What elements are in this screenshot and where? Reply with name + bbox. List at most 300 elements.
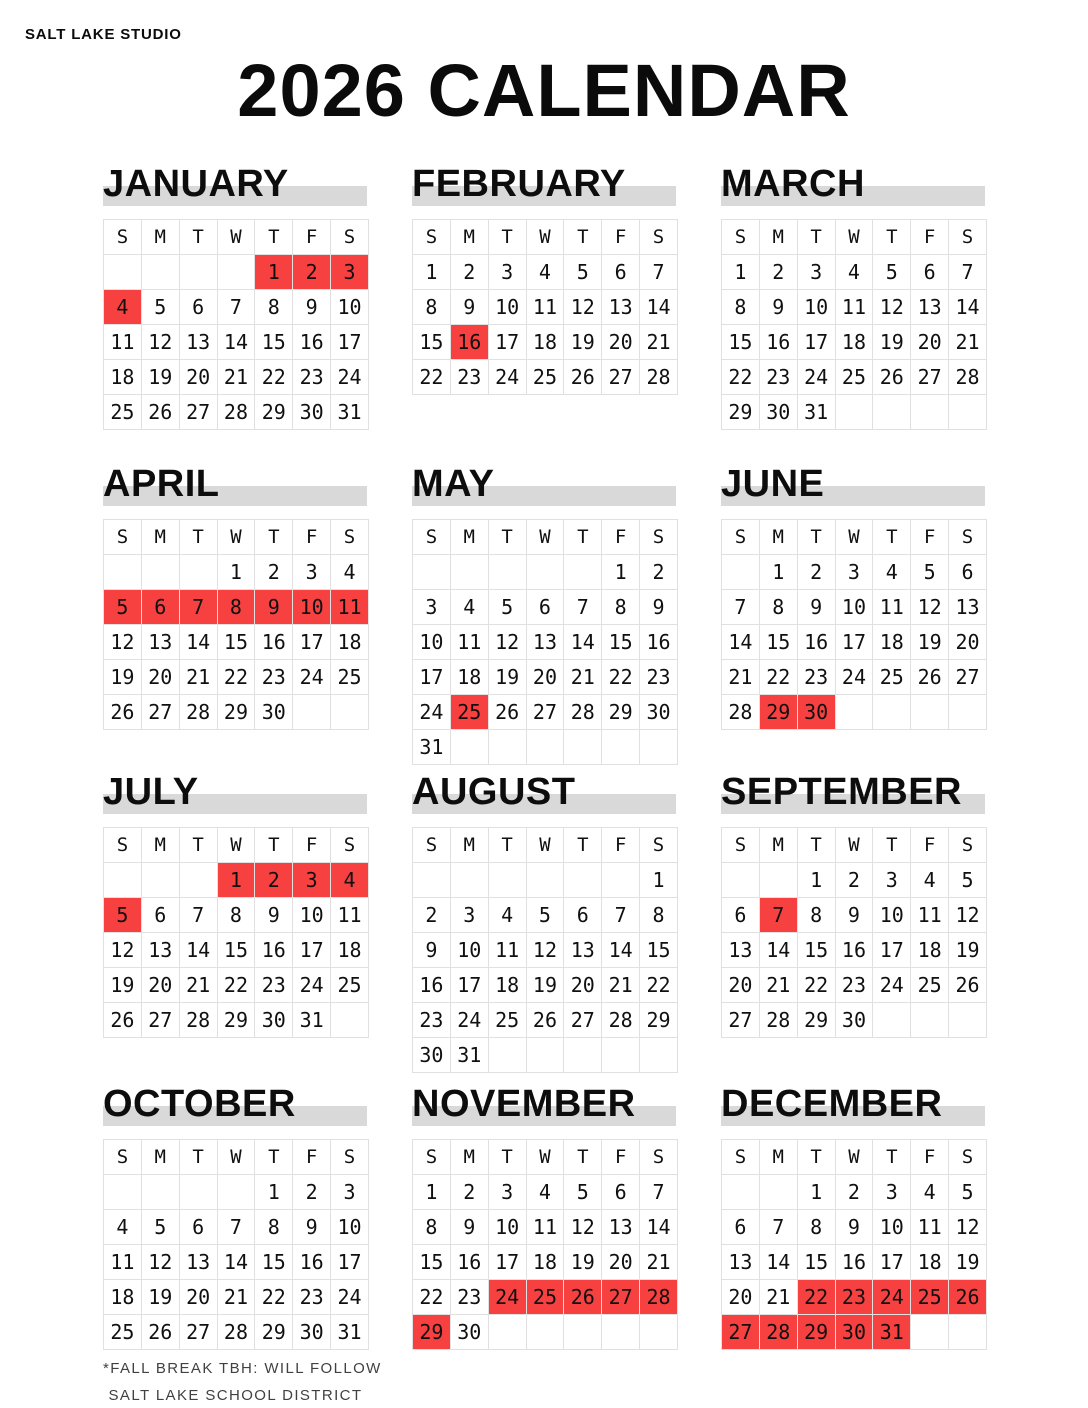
- day-cell: 29: [255, 395, 293, 430]
- day-header: S: [949, 828, 987, 863]
- day-cell: 22: [722, 360, 760, 395]
- day-cell: 28: [217, 1315, 255, 1350]
- day-cell-highlighted: 7: [179, 590, 217, 625]
- day-cell-highlighted: 25: [450, 695, 488, 730]
- day-cell: 19: [141, 360, 179, 395]
- day-cell-highlighted: 30: [835, 1315, 873, 1350]
- day-header: F: [293, 520, 331, 555]
- month-march: [721, 162, 985, 462]
- day-cell: 18: [488, 968, 526, 1003]
- week-row: [104, 590, 369, 625]
- day-cell: [104, 1175, 142, 1210]
- week-row: [722, 1245, 987, 1280]
- day-header: T: [873, 1140, 911, 1175]
- day-cell: [722, 863, 760, 898]
- week-row: [413, 590, 678, 625]
- week-row: [722, 1315, 987, 1350]
- day-cell: 20: [722, 968, 760, 1003]
- footnote-line-2: SALT LAKE SCHOOL DISTRICT: [108, 1387, 363, 1404]
- day-cell: 20: [564, 968, 602, 1003]
- day-header: T: [564, 220, 602, 255]
- day-header: F: [293, 1140, 331, 1175]
- day-cell: 1: [722, 255, 760, 290]
- day-cell: 8: [255, 290, 293, 325]
- week-row: [722, 1210, 987, 1245]
- day-cell: 12: [104, 933, 142, 968]
- day-cell: 24: [873, 968, 911, 1003]
- day-cell: 20: [141, 660, 179, 695]
- month-may: [412, 462, 676, 770]
- day-cell: 27: [141, 695, 179, 730]
- day-header: S: [413, 1140, 451, 1175]
- week-row: [722, 555, 987, 590]
- day-cell: 9: [293, 1210, 331, 1245]
- week-row: [722, 255, 987, 290]
- day-header-row: [413, 828, 678, 863]
- day-header: W: [217, 828, 255, 863]
- day-cell: 23: [640, 660, 678, 695]
- day-header: S: [331, 220, 369, 255]
- day-cell: 10: [835, 590, 873, 625]
- month-table: [412, 1139, 678, 1350]
- day-cell: [179, 555, 217, 590]
- day-cell: 26: [526, 1003, 564, 1038]
- day-cell: 10: [488, 290, 526, 325]
- day-header: T: [488, 828, 526, 863]
- day-cell: [488, 555, 526, 590]
- day-cell: 23: [255, 968, 293, 1003]
- day-cell: 11: [488, 933, 526, 968]
- day-cell: 27: [949, 660, 987, 695]
- month-january: [103, 162, 367, 462]
- day-cell: 10: [450, 933, 488, 968]
- day-cell: 15: [602, 625, 640, 660]
- day-cell: 15: [797, 933, 835, 968]
- day-cell: 8: [413, 290, 451, 325]
- day-cell: 28: [759, 1003, 797, 1038]
- day-cell: 11: [450, 625, 488, 660]
- day-header-row: [413, 1140, 678, 1175]
- day-cell: [179, 863, 217, 898]
- day-cell: [217, 1175, 255, 1210]
- day-cell-highlighted: 1: [217, 863, 255, 898]
- day-cell: 16: [255, 625, 293, 660]
- day-cell: [722, 555, 760, 590]
- month-title: [412, 1082, 676, 1126]
- day-cell: 8: [640, 898, 678, 933]
- day-cell: 22: [413, 1280, 451, 1315]
- day-cell: 21: [217, 360, 255, 395]
- day-cell-highlighted: 27: [722, 1315, 760, 1350]
- day-cell: 27: [141, 1003, 179, 1038]
- day-cell: 4: [450, 590, 488, 625]
- day-header: W: [835, 220, 873, 255]
- day-cell: 30: [255, 695, 293, 730]
- day-cell: 17: [331, 1245, 369, 1280]
- week-row: [104, 625, 369, 660]
- day-cell: 6: [722, 1210, 760, 1245]
- day-cell: 3: [331, 1175, 369, 1210]
- day-header: S: [413, 828, 451, 863]
- month-april: [103, 462, 367, 770]
- day-cell: 10: [873, 1210, 911, 1245]
- month-table: [103, 827, 369, 1038]
- week-row: [413, 290, 678, 325]
- day-cell: 7: [949, 255, 987, 290]
- day-cell-highlighted: 5: [104, 590, 142, 625]
- day-cell: 12: [488, 625, 526, 660]
- day-cell: 15: [255, 325, 293, 360]
- day-header: W: [526, 1140, 564, 1175]
- day-cell: 18: [104, 1280, 142, 1315]
- week-row: [413, 325, 678, 360]
- day-cell: [873, 695, 911, 730]
- day-cell: [564, 730, 602, 765]
- day-cell: 23: [835, 968, 873, 1003]
- day-cell: 14: [722, 625, 760, 660]
- week-row: [722, 590, 987, 625]
- day-header: T: [797, 220, 835, 255]
- day-cell: 23: [759, 360, 797, 395]
- day-cell: 4: [911, 1175, 949, 1210]
- day-cell: 8: [797, 1210, 835, 1245]
- day-cell: 5: [564, 255, 602, 290]
- day-cell: 21: [179, 660, 217, 695]
- day-cell: 16: [759, 325, 797, 360]
- day-cell: 13: [949, 590, 987, 625]
- day-cell: 9: [293, 290, 331, 325]
- day-cell: 23: [293, 1280, 331, 1315]
- day-header: F: [911, 220, 949, 255]
- day-cell: [911, 1003, 949, 1038]
- week-row: [722, 968, 987, 1003]
- week-row: [413, 1175, 678, 1210]
- day-cell: 21: [722, 660, 760, 695]
- day-cell: 18: [526, 325, 564, 360]
- day-cell: 20: [911, 325, 949, 360]
- day-header: T: [179, 520, 217, 555]
- day-cell: 13: [602, 1210, 640, 1245]
- day-cell: [911, 1315, 949, 1350]
- day-cell: [640, 1315, 678, 1350]
- day-cell: 10: [331, 1210, 369, 1245]
- day-cell-highlighted: 31: [873, 1315, 911, 1350]
- day-cell: 12: [564, 1210, 602, 1245]
- day-cell: 23: [255, 660, 293, 695]
- day-cell: [331, 1003, 369, 1038]
- week-row: [722, 660, 987, 695]
- day-cell: 24: [293, 660, 331, 695]
- day-cell-highlighted: 29: [759, 695, 797, 730]
- day-cell: 7: [217, 1210, 255, 1245]
- day-cell: 12: [949, 898, 987, 933]
- day-cell: [564, 555, 602, 590]
- week-row: [413, 863, 678, 898]
- week-row: [104, 325, 369, 360]
- day-cell: [104, 863, 142, 898]
- day-cell: 22: [255, 1280, 293, 1315]
- day-cell: 9: [450, 290, 488, 325]
- day-cell-highlighted: 29: [413, 1315, 451, 1350]
- week-row: [413, 1280, 678, 1315]
- day-cell: 17: [488, 325, 526, 360]
- day-header: T: [564, 828, 602, 863]
- day-cell: 18: [450, 660, 488, 695]
- day-cell: 10: [488, 1210, 526, 1245]
- day-cell: 7: [640, 255, 678, 290]
- day-cell: 14: [564, 625, 602, 660]
- day-cell: 8: [722, 290, 760, 325]
- footnote-line-1: *FALL BREAK TBH: WILL FOLLOW: [103, 1360, 382, 1377]
- day-header: T: [797, 1140, 835, 1175]
- day-cell: [104, 255, 142, 290]
- day-cell: [526, 730, 564, 765]
- day-cell: 15: [217, 625, 255, 660]
- day-cell: 14: [217, 1245, 255, 1280]
- day-cell: 18: [331, 625, 369, 660]
- day-cell: [949, 1315, 987, 1350]
- day-cell: 8: [255, 1210, 293, 1245]
- day-cell: 2: [255, 555, 293, 590]
- day-header: W: [217, 520, 255, 555]
- week-row: [722, 933, 987, 968]
- day-cell: 24: [835, 660, 873, 695]
- day-cell: 16: [797, 625, 835, 660]
- day-header-row: [722, 1140, 987, 1175]
- week-row: [104, 898, 369, 933]
- day-cell: 26: [141, 1315, 179, 1350]
- day-cell: 6: [602, 1175, 640, 1210]
- week-row: [104, 863, 369, 898]
- week-row: [722, 898, 987, 933]
- month-table: [103, 519, 369, 730]
- day-header: T: [255, 1140, 293, 1175]
- month-table: [103, 219, 369, 430]
- day-cell: 10: [797, 290, 835, 325]
- day-cell-highlighted: 29: [797, 1315, 835, 1350]
- day-cell: 9: [450, 1210, 488, 1245]
- day-cell: 23: [797, 660, 835, 695]
- day-cell-highlighted: 3: [331, 255, 369, 290]
- month-name: FEBRUARY: [412, 163, 626, 205]
- day-cell: [602, 1038, 640, 1073]
- day-cell: 27: [602, 360, 640, 395]
- day-header: T: [797, 828, 835, 863]
- day-cell: [759, 863, 797, 898]
- day-cell: 26: [911, 660, 949, 695]
- day-cell: 12: [873, 290, 911, 325]
- day-cell: 4: [911, 863, 949, 898]
- day-cell: 13: [722, 933, 760, 968]
- day-cell: 10: [293, 898, 331, 933]
- day-header: F: [602, 828, 640, 863]
- day-cell: 21: [759, 1280, 797, 1315]
- day-cell: 17: [293, 933, 331, 968]
- day-cell: [293, 695, 331, 730]
- day-header: S: [331, 1140, 369, 1175]
- day-cell: [450, 863, 488, 898]
- day-cell: 21: [949, 325, 987, 360]
- day-cell: [413, 863, 451, 898]
- day-cell: [526, 1038, 564, 1073]
- day-cell: 22: [640, 968, 678, 1003]
- week-row: [722, 625, 987, 660]
- day-cell: [602, 1315, 640, 1350]
- day-header: T: [179, 220, 217, 255]
- day-cell: 18: [911, 933, 949, 968]
- day-cell: 16: [293, 325, 331, 360]
- day-cell: [949, 1003, 987, 1038]
- week-row: [413, 360, 678, 395]
- day-header-row: [104, 828, 369, 863]
- day-cell: 20: [141, 968, 179, 1003]
- day-cell: 25: [104, 1315, 142, 1350]
- day-cell: 16: [255, 933, 293, 968]
- week-row: [104, 1175, 369, 1210]
- week-row: [722, 1003, 987, 1038]
- day-cell: 11: [911, 898, 949, 933]
- day-cell: 1: [217, 555, 255, 590]
- month-table: [721, 519, 987, 730]
- day-header-row: [413, 520, 678, 555]
- day-cell: 4: [331, 555, 369, 590]
- day-cell: 25: [331, 968, 369, 1003]
- day-cell: 31: [450, 1038, 488, 1073]
- day-cell: 8: [413, 1210, 451, 1245]
- day-cell: 22: [602, 660, 640, 695]
- day-cell: [450, 555, 488, 590]
- day-cell: [949, 395, 987, 430]
- day-cell: 29: [217, 695, 255, 730]
- month-name: JANUARY: [103, 163, 289, 205]
- day-cell: [873, 1003, 911, 1038]
- day-cell: 25: [911, 968, 949, 1003]
- day-cell: 7: [722, 590, 760, 625]
- day-cell: 7: [179, 898, 217, 933]
- day-cell: 14: [640, 290, 678, 325]
- week-row: [722, 395, 987, 430]
- day-header: T: [488, 520, 526, 555]
- day-cell: 9: [413, 933, 451, 968]
- week-row: [413, 1315, 678, 1350]
- day-cell: 14: [179, 625, 217, 660]
- day-cell: 26: [141, 395, 179, 430]
- months-grid: [103, 162, 985, 1408]
- day-cell: 2: [450, 1175, 488, 1210]
- week-row: [722, 1175, 987, 1210]
- week-row: [104, 290, 369, 325]
- day-cell: 19: [911, 625, 949, 660]
- day-cell-highlighted: 25: [526, 1280, 564, 1315]
- day-cell: 6: [179, 290, 217, 325]
- week-row: [722, 325, 987, 360]
- day-cell-highlighted: 22: [797, 1280, 835, 1315]
- day-header: T: [255, 220, 293, 255]
- month-name: MAY: [412, 463, 495, 505]
- day-cell: 24: [331, 360, 369, 395]
- day-header: W: [526, 220, 564, 255]
- day-cell: 13: [722, 1245, 760, 1280]
- day-cell: 13: [911, 290, 949, 325]
- day-cell: 3: [293, 555, 331, 590]
- day-cell: 31: [797, 395, 835, 430]
- day-cell: [141, 863, 179, 898]
- day-header: F: [911, 1140, 949, 1175]
- day-cell: 25: [873, 660, 911, 695]
- day-cell: 13: [141, 933, 179, 968]
- day-cell: 22: [797, 968, 835, 1003]
- day-cell-highlighted: 25: [911, 1280, 949, 1315]
- day-cell: 9: [797, 590, 835, 625]
- month-name: MARCH: [721, 163, 865, 205]
- day-header: S: [331, 520, 369, 555]
- day-cell: 1: [797, 1175, 835, 1210]
- day-cell: 16: [835, 933, 873, 968]
- day-cell: 15: [759, 625, 797, 660]
- month-table: [412, 519, 678, 765]
- day-cell-highlighted: 28: [640, 1280, 678, 1315]
- day-cell-highlighted: 26: [564, 1280, 602, 1315]
- day-cell-highlighted: 5: [104, 898, 142, 933]
- day-cell: 21: [179, 968, 217, 1003]
- month-table: [721, 1139, 987, 1350]
- day-cell: 19: [488, 660, 526, 695]
- week-row: [413, 1038, 678, 1073]
- day-cell: 9: [835, 1210, 873, 1245]
- day-cell: 7: [759, 1210, 797, 1245]
- day-cell-highlighted: 9: [255, 590, 293, 625]
- week-row: [104, 1315, 369, 1350]
- day-cell: 20: [179, 360, 217, 395]
- day-cell: 3: [873, 1175, 911, 1210]
- day-header: T: [873, 220, 911, 255]
- day-cell: 16: [835, 1245, 873, 1280]
- day-cell: 11: [104, 325, 142, 360]
- day-cell: 31: [331, 1315, 369, 1350]
- day-header: S: [640, 520, 678, 555]
- day-cell: 15: [640, 933, 678, 968]
- day-cell: 30: [835, 1003, 873, 1038]
- day-header: M: [141, 1140, 179, 1175]
- day-header-row: [722, 828, 987, 863]
- month-december: [721, 1082, 985, 1408]
- day-cell: 5: [488, 590, 526, 625]
- day-cell: 15: [255, 1245, 293, 1280]
- month-title: [721, 462, 985, 506]
- day-header: T: [873, 828, 911, 863]
- day-cell: 19: [949, 1245, 987, 1280]
- day-cell: 17: [873, 933, 911, 968]
- day-cell: 3: [413, 590, 451, 625]
- day-cell: [104, 555, 142, 590]
- day-cell: [911, 695, 949, 730]
- day-header: T: [179, 1140, 217, 1175]
- week-row: [413, 968, 678, 1003]
- day-header: S: [104, 520, 142, 555]
- month-title: [103, 162, 367, 206]
- day-cell: 11: [835, 290, 873, 325]
- month-june: [721, 462, 985, 770]
- day-cell: 5: [526, 898, 564, 933]
- day-cell: 22: [759, 660, 797, 695]
- day-cell-highlighted: 24: [488, 1280, 526, 1315]
- day-cell-highlighted: 8: [217, 590, 255, 625]
- day-cell-highlighted: 6: [141, 590, 179, 625]
- day-cell: 22: [217, 968, 255, 1003]
- day-cell: 10: [331, 290, 369, 325]
- month-table: [412, 219, 678, 395]
- day-cell: 15: [797, 1245, 835, 1280]
